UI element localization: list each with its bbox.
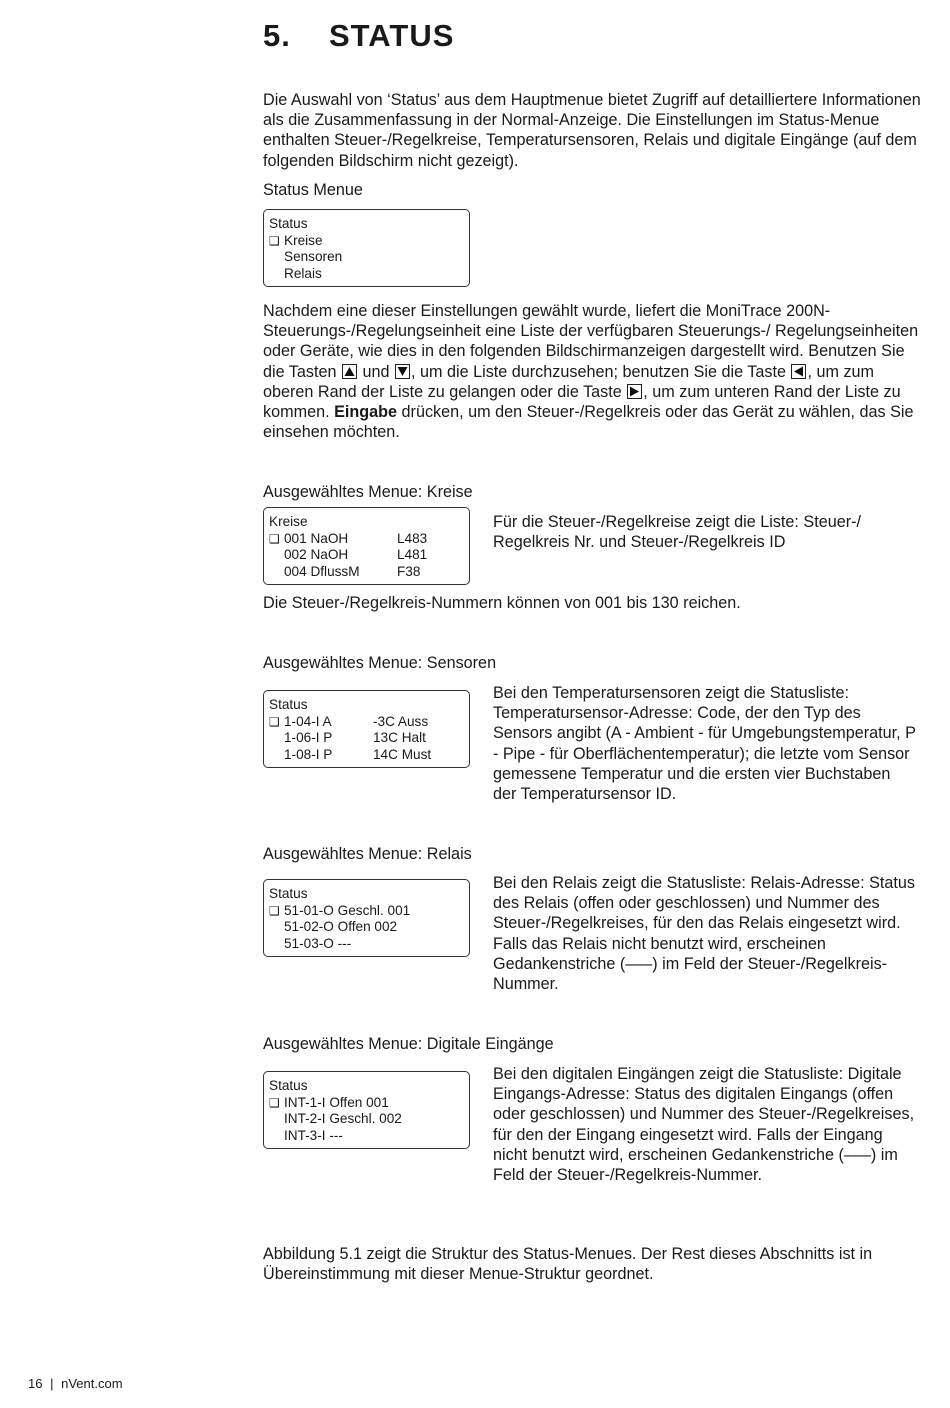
down-arrow-key-icon bbox=[395, 364, 410, 379]
list-item[interactable]: INT-2-I Geschl. 002 bbox=[284, 1111, 402, 1127]
kreise-screen: Kreise ❑ 001 NaOH L483 002 NaOH L481 004 DflussM F38 bbox=[263, 507, 470, 585]
screen-title: Status bbox=[269, 697, 308, 712]
selection-marker-icon: ❑ bbox=[269, 531, 280, 546]
list-item[interactable]: 1-06-I P bbox=[284, 730, 333, 746]
navigation-paragraph: Nachdem eine dieser Einstellungen gewählt wurde, liefert die MoniTrace 200N-Steuerungs-/Regelungseinheit eine Liste der verfügbaren Steuerungs-/ Regelungseinheiten oder Geräte, wie dies in den folgenden Bildschirmanzeigen dargestellt wird. Benutzen Sie die Tasten und , um die Liste durchzusehen; benutzen Sie die Taste , um zum oberen Rand der Liste zu gelangen oder die Taste , um zum unteren Rand der Liste zu kommen. Eingabe drücken, um den Steuer-/Regelkreis oder das Gerät zu wählen, das Sie einsehen möchten. bbox=[263, 302, 919, 442]
selection-marker-icon: ❑ bbox=[269, 714, 280, 729]
status-menu-screen bbox=[263, 209, 470, 287]
page-number: 16 bbox=[28, 1376, 43, 1391]
list-item[interactable]: INT-1-I Offen 001 bbox=[284, 1094, 389, 1110]
status-menu-caption: Status Menue bbox=[263, 181, 363, 199]
menu-item-relais[interactable]: Relais bbox=[284, 265, 322, 281]
sensoren-caption: Ausgewähltes Menue: Sensoren bbox=[263, 654, 497, 672]
screen-title: Status bbox=[269, 1078, 308, 1093]
left-arrow-key-icon bbox=[791, 364, 806, 379]
list-item[interactable]: 1-04-I A bbox=[284, 713, 332, 729]
list-item[interactable]: 001 NaOH bbox=[284, 530, 349, 546]
list-item[interactable]: 1-08-I P bbox=[284, 746, 333, 762]
section-number: 5. bbox=[263, 18, 291, 53]
kreise-description: Für die Steuer-/Regelkreise zeigt die Liste: Steuer-/ Regelkreis Nr. und Steuer-/Regelkreis ID bbox=[493, 513, 861, 552]
section-heading bbox=[263, 18, 454, 54]
digital-caption: Ausgewähltes Menue: Digitale Eingänge bbox=[263, 1035, 554, 1053]
kreise-caption: Ausgewähltes Menue: Kreise bbox=[263, 483, 473, 501]
sensoren-description: Bei den Temperatursensoren zeigt die Statusliste: Temperatursensor-Adresse: Code, der den Typ des Sensors angibt (A - Ambient - für Umgebungstemperatur, P - Pipe - für Oberflächentemperatur); die letzte vom Sensor gemessene Temperatur und die ersten vier Buchstaben der Temperatursensor ID. bbox=[493, 684, 916, 804]
relais-description: Bei den Relais zeigt die Statusliste: Relais-Adresse: Status des Relais (offen oder geschlossen) und Nummer des Steuer-/Regelkreises, für den das Relais eingesetzt wird. Falls das Relais nicht benutzt wird, erscheinen Gedankenstriche (–––) im Feld der Steuer-/Regelkreis-Nummer. bbox=[493, 874, 915, 994]
menu-item-kreise[interactable]: Kreise bbox=[284, 232, 323, 248]
closing-paragraph: Abbildung 5.1 zeigt die Struktur des Status-Menues. Der Rest dieses Abschnitts ist in Übereinstimmung mit dieser Menue-Struktur geordnet. bbox=[263, 1245, 873, 1284]
screen-title: Status bbox=[269, 886, 308, 901]
screen-title: Status bbox=[269, 216, 308, 231]
section-title: STATUS bbox=[329, 18, 455, 53]
screen-title: Kreise bbox=[269, 514, 308, 529]
selection-marker-icon: ❑ bbox=[269, 903, 280, 918]
page-footer bbox=[28, 1376, 123, 1391]
list-item[interactable]: 51-01-O Geschl. 001 bbox=[284, 902, 411, 918]
digital-description: Bei den digitalen Eingängen zeigt die Statusliste: Digitale Eingangs-Adresse: Status des digitalen Eingangs (offen oder geschlossen) und Nummer des Steuer-/Regelkreises, für den der Eingang eingesetzt wird. Falls der Eingang nicht benutzt wird, erscheinen Gedankenstriche (–––) im Feld der Steuer-/Regelkreis-Nummer. bbox=[493, 1065, 915, 1185]
right-arrow-key-icon bbox=[627, 384, 642, 399]
selection-marker-icon: ❑ bbox=[269, 1095, 280, 1110]
intro-paragraph: Die Auswahl von ‘Status’ aus dem Hauptmenue bietet Zugriff auf detailliertere Informationen als die Zusammenfassung in der Normal-Anzeige. Die Einstellungen im Status-Menue enthalten Steuer-/Regelkreise, Temperatursensoren, Relais und digitale Eingänge (auf dem folgenden Bildschirm nicht gezeigt). bbox=[263, 91, 921, 170]
menu-item-sensoren[interactable]: Sensoren bbox=[284, 249, 343, 265]
relais-caption: Ausgewähltes Menue: Relais bbox=[263, 845, 472, 863]
sensoren-screen: Status ❑ 1-04-I A -3C Auss 1-06-I P 13C Halt 1-08-I P 14C Must bbox=[263, 690, 470, 768]
list-item[interactable]: INT-3-I --- bbox=[284, 1127, 343, 1143]
footer-separator: | bbox=[50, 1376, 54, 1391]
relais-screen bbox=[263, 879, 470, 957]
list-item[interactable]: 51-03-O --- bbox=[284, 935, 352, 951]
eingabe-key-label: Eingabe bbox=[334, 403, 398, 422]
footer-link[interactable]: nVent.com bbox=[61, 1376, 123, 1391]
list-item[interactable]: 002 NaOH bbox=[284, 547, 349, 563]
digital-screen bbox=[263, 1071, 470, 1149]
selection-marker-icon: ❑ bbox=[269, 233, 280, 248]
up-arrow-key-icon bbox=[342, 364, 357, 379]
kreise-note: Die Steuer-/Regelkreis-Nummern können von 001 bis 130 reichen. bbox=[263, 594, 741, 612]
list-item[interactable]: 51-02-O Offen 002 bbox=[284, 919, 398, 935]
list-item[interactable]: 004 DflussM bbox=[284, 563, 360, 579]
